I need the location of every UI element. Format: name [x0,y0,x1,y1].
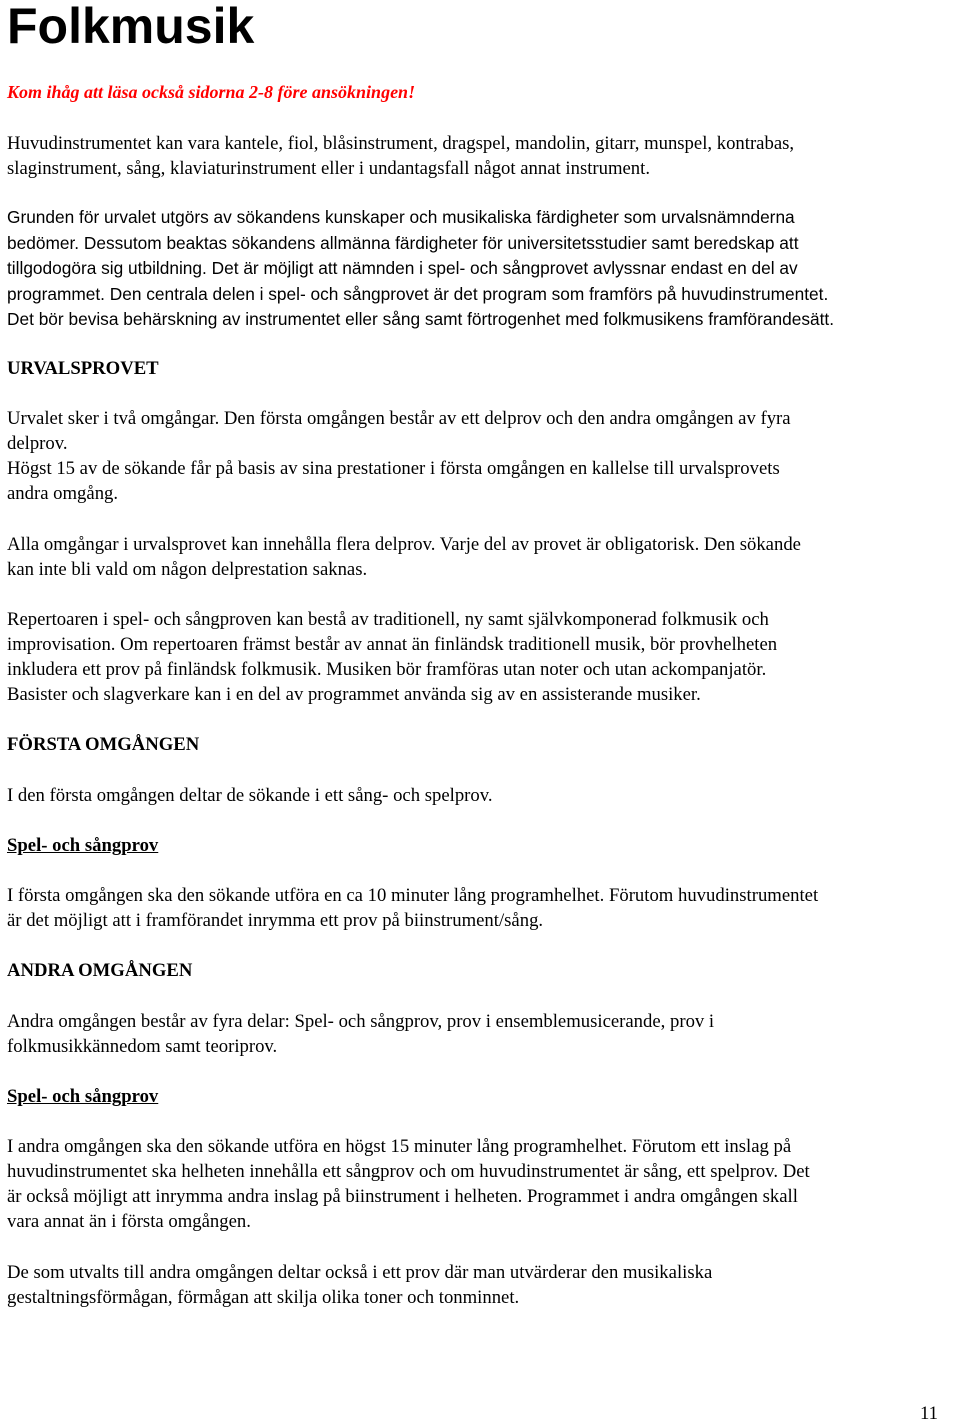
parts-paragraph [7,532,957,582]
text-line: Basister och slagverkare kan i en del av programmet använda sig av en assisterande musiker. [7,684,701,705]
ear-test-paragraph [7,1260,957,1310]
text-line: Andra omgången består av fyra delar: Spel- och sångprov, prov i ensemblemusicerande, prov i [7,1011,715,1032]
text-line: är också möjligt att inrymma andra inslag på biinstrument i helheten. Programmet i andra omgången skall [7,1186,798,1207]
text-line: Huvudinstrumentet kan vara kantele, fiol, blåsinstrument, dragspel, mandolin, gitarr, munspel, kontrabas, [7,133,795,154]
text-line: är det möjligt att i framförandet inrymma ett prov på biinstrument/sång. [7,910,544,931]
text-line: tillgodogöra sig utbildning. Det är möjligt att nämnden i spel- och sångprovet avlyssnar endast en del av [7,258,798,278]
text-line: improvisation. Om repertoaren främst består av annat än finländsk traditionell musik, bör provhelheten [7,634,778,655]
page-title: Folkmusik [7,0,255,54]
second-round-heading: ANDRA OMGÅNGEN [7,960,193,981]
urvalsprovet-heading: URVALSPROVET [7,358,159,379]
first-round-subheading: Spel- och sångprov [7,835,159,856]
text-line: Alla omgångar i urvalsprovet kan innehålla flera delprov. Varje del av provet är obligatorisk. Den sökande [7,534,801,555]
text-line: I första omgången ska den sökande utföra en ca 10 minuter lång programhelhet. Förutom huvudinstrumentet [7,885,819,906]
rounds-paragraph [7,406,957,506]
text-line: inkludera ett prov på finländsk folkmusik. Musiken bör framföras utan noter och utan ackompanjatör. [7,659,767,680]
text-line: programmet. Den centrala delen i spel- och sångprovet är det program som framförs på huvudinstrumentet. [7,283,829,304]
text-line: vara annat än i första omgången. [7,1211,251,1232]
text-line: bedömer. Dessutom beaktas sökandens allmänna färdigheter för universitetsstudier samt beredskap att [7,232,799,253]
first-round-body [7,883,957,933]
text-line: huvudinstrumentet ska helheten innehålla ett sångprov och om huvudinstrumentet är sång, ett spelprov. Det [7,1161,810,1182]
first-round-heading: FÖRSTA OMGÅNGEN [7,734,200,755]
repertoire-paragraph [7,607,957,707]
text-line: slaginstrument, sång, klaviaturinstrument eller i undantagsfall något annat instrument. [7,158,651,179]
text-line: Grunden för urvalet utgörs av sökandens kunskaper och musikaliska färdigheter som urvalsnämnderna [7,207,795,227]
second-round-subheading: Spel- och sångprov [7,1086,159,1107]
text-line: Högst 15 av de sökande får på basis av sina prestationer i första omgången en kallelse till urvalsprovets [7,458,780,479]
text-line: andra omgång. [7,483,119,504]
text-line: delprov. [7,433,68,454]
text-line: Urvalet sker i två omgångar. Den första omgången består av ett delprov och den andra omgången av fyra [7,408,791,429]
second-round-body [7,1134,957,1234]
first-round-intro: I den första omgången deltar de sökande i ett sång- och spelprov. [7,785,493,806]
text-line: kan inte bli vald om någon delprestation saknas. [7,559,368,580]
reminder-note: Kom ihåg att läsa också sidorna 2-8 före ansökningen! [7,82,416,102]
text-line: I andra omgången ska den sökande utföra en högst 15 minuter lång programhelhet. Förutom ett inslag på [7,1136,792,1157]
page-number: 11 [920,1403,938,1424]
intro-paragraph [7,131,957,181]
text-line: Repertoaren i spel- och sångproven kan bestå av traditionell, ny samt självkomponerad folkmusik och [7,609,769,630]
text-line: Det bör bevisa behärskning av instrumentet eller sång samt förtrogenhet med folkmusikens framförandesätt. [7,309,835,329]
text-line: De som utvalts till andra omgången deltar också i ett prov där man utvärderar den musikaliska [7,1262,713,1283]
second-round-intro [7,1009,957,1059]
text-line: folkmusikkännedom samt teoriprov. [7,1036,278,1057]
criteria-paragraph [7,205,957,333]
text-line: gestaltningsförmågan, förmågan att skilja olika toner och tonminnet. [7,1287,520,1308]
